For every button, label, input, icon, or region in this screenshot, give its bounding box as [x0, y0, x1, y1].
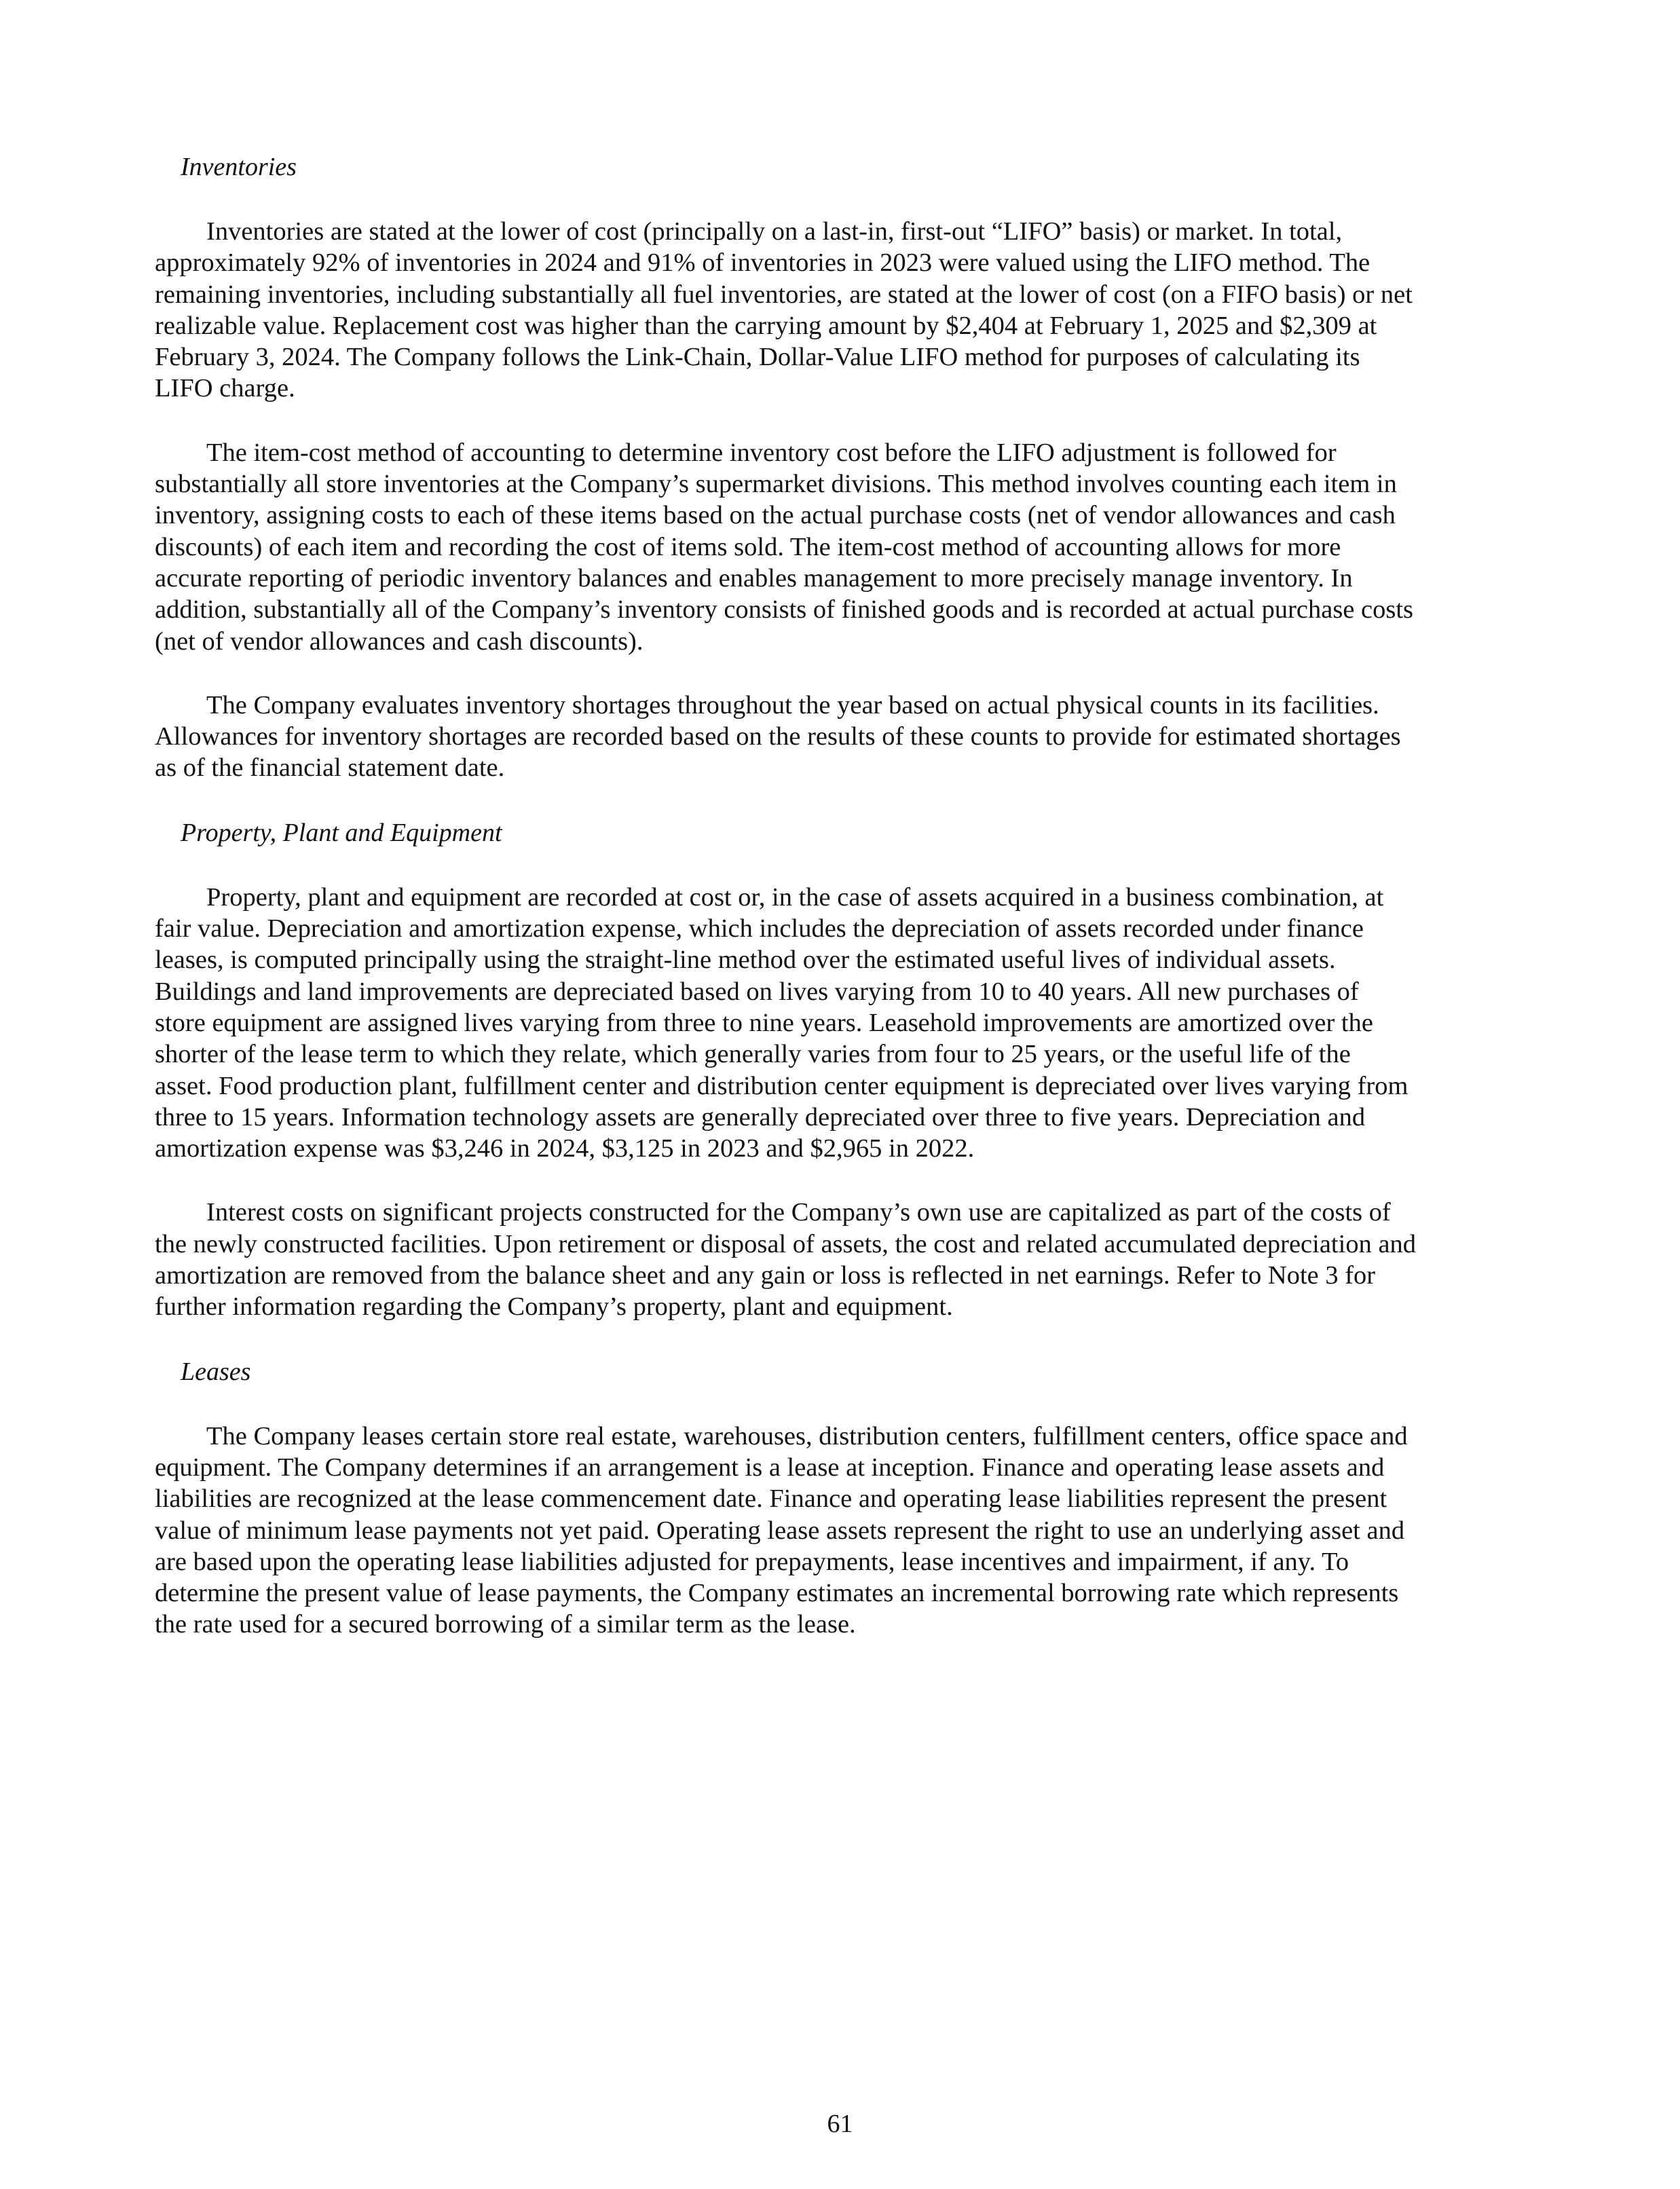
paragraph	[155, 1421, 1533, 1641]
paragraph	[155, 882, 1533, 1165]
text-line: discounts) of each item and recording the cost of items sold. The item-cost method of accounting allows for more	[155, 532, 1341, 561]
text-line: (net of vendor allowances and cash discounts).	[155, 626, 643, 656]
text-line: Interest costs on significant projects constructed for the Company’s own use are capitalized as part of the costs of	[206, 1198, 1391, 1227]
text-line: February 3, 2024. The Company follows the Link-Chain, Dollar-Value LIFO method for purposes of calculating its	[155, 343, 1360, 372]
text-line: store equipment are assigned lives varying from three to nine years. Leasehold improvements are amortized over the	[155, 1008, 1373, 1037]
text-line: LIFO charge.	[155, 374, 295, 403]
text-line: realizable value. Replacement cost was higher than the carrying amount by $2,404 at February 1, 2025 and $2,309 at	[155, 311, 1377, 340]
section-heading: Inventories	[181, 153, 297, 181]
text-line: remaining inventories, including substantially all fuel inventories, are stated at the lower of cost (on a FIFO basis) or net	[155, 280, 1413, 309]
text-line: The Company evaluates inventory shortages throughout the year based on actual physical counts in its facilities.	[206, 690, 1379, 719]
text-line: determine the present value of lease payments, the Company estimates an incremental borrowing rate which represents	[155, 1579, 1399, 1608]
paragraph	[155, 1197, 1533, 1322]
text-line: liabilities are recognized at the lease commencement date. Finance and operating lease liabilities represent the present	[155, 1484, 1387, 1514]
text-line: addition, substantially all of the Company’s inventory consists of finished goods and is recorded at actual purchase costs	[155, 595, 1414, 624]
text-line: equipment. The Company determines if an arrangement is a lease at inception. Finance and operating lease assets and	[155, 1453, 1385, 1482]
text-line: asset. Food production plant, fulfillment center and distribution center equipment is depreciated over lives varying from	[155, 1071, 1408, 1100]
paragraph	[155, 690, 1533, 784]
text-line: fair value. Depreciation and amortization expense, which includes the depreciation of assets recorded under finance	[155, 914, 1364, 943]
section-property-plant-equipment	[155, 817, 1533, 1323]
text-line: Allowances for inventory shortages are recorded based on the results of these counts to provide for estimated shortages	[155, 722, 1401, 751]
text-line: inventory, assigning costs to each of these items based on the actual purchase costs (net of vendor allowances and cash	[155, 501, 1396, 530]
text-line: as of the financial statement date.	[155, 753, 505, 783]
text-line: the newly constructed facilities. Upon retirement or disposal of assets, the cost and related accumulated depreciation and	[155, 1229, 1417, 1258]
paragraph	[155, 216, 1533, 405]
text-line: are based upon the operating lease liabilities adjusted for prepayments, lease incentives and impairment, if any. To	[155, 1547, 1349, 1576]
text-line: approximately 92% of inventories in 2024 and 91% of inventories in 2023 were valued using the LIFO method. The	[155, 248, 1370, 278]
page-number: 61	[827, 2110, 853, 2138]
section-leases	[155, 1355, 1533, 1641]
section-inventories	[155, 151, 1533, 784]
document-body	[155, 151, 1533, 1673]
text-line: The Company leases certain store real estate, warehouses, distribution centers, fulfillment centers, office space and	[206, 1421, 1408, 1451]
text-line: accurate reporting of periodic inventory balances and enables management to more precisely manage inventory. In	[155, 563, 1353, 593]
text-line: three to 15 years. Information technology assets are generally depreciated over three to five years. Depreciation and	[155, 1102, 1366, 1131]
text-line: Buildings and land improvements are depreciated based on lives varying from 10 to 40 years. All new purchases of	[155, 977, 1359, 1006]
text-line: amortization are removed from the balance sheet and any gain or loss is reflected in net earnings. Refer to Note 3 for	[155, 1261, 1376, 1290]
text-line: further information regarding the Company’s property, plant and equipment.	[155, 1292, 953, 1322]
text-line: substantially all store inventories at the Company’s supermarket divisions. This method involves counting each item in	[155, 470, 1397, 499]
text-line: Property, plant and equipment are recorded at cost or, in the case of assets acquired in a business combination, at	[206, 882, 1384, 912]
text-line: Inventories are stated at the lower of cost (principally on a last-in, first-out “LIFO” basis) or market. In total,	[206, 217, 1343, 246]
section-heading: Leases	[181, 1357, 251, 1386]
section-heading: Property, Plant and Equipment	[181, 818, 502, 847]
text-line: amortization expense was $3,246 in 2024, $3,125 in 2023 and $2,965 in 2022.	[155, 1134, 975, 1163]
text-line: shorter of the lease term to which they relate, which generally varies from four to 25 years, or the useful life of the	[155, 1040, 1351, 1069]
text-line: leases, is computed principally using the straight-line method over the estimated useful lives of individual assets.	[155, 946, 1336, 975]
paragraph	[155, 437, 1533, 657]
text-line: the rate used for a secured borrowing of a similar term as the lease.	[155, 1610, 856, 1639]
text-line: value of minimum lease payments not yet paid. Operating lease assets represent the right to use an underlying asset and	[155, 1516, 1405, 1545]
text-line: The item-cost method of accounting to determine inventory cost before the LIFO adjustment is followed for	[206, 438, 1337, 467]
